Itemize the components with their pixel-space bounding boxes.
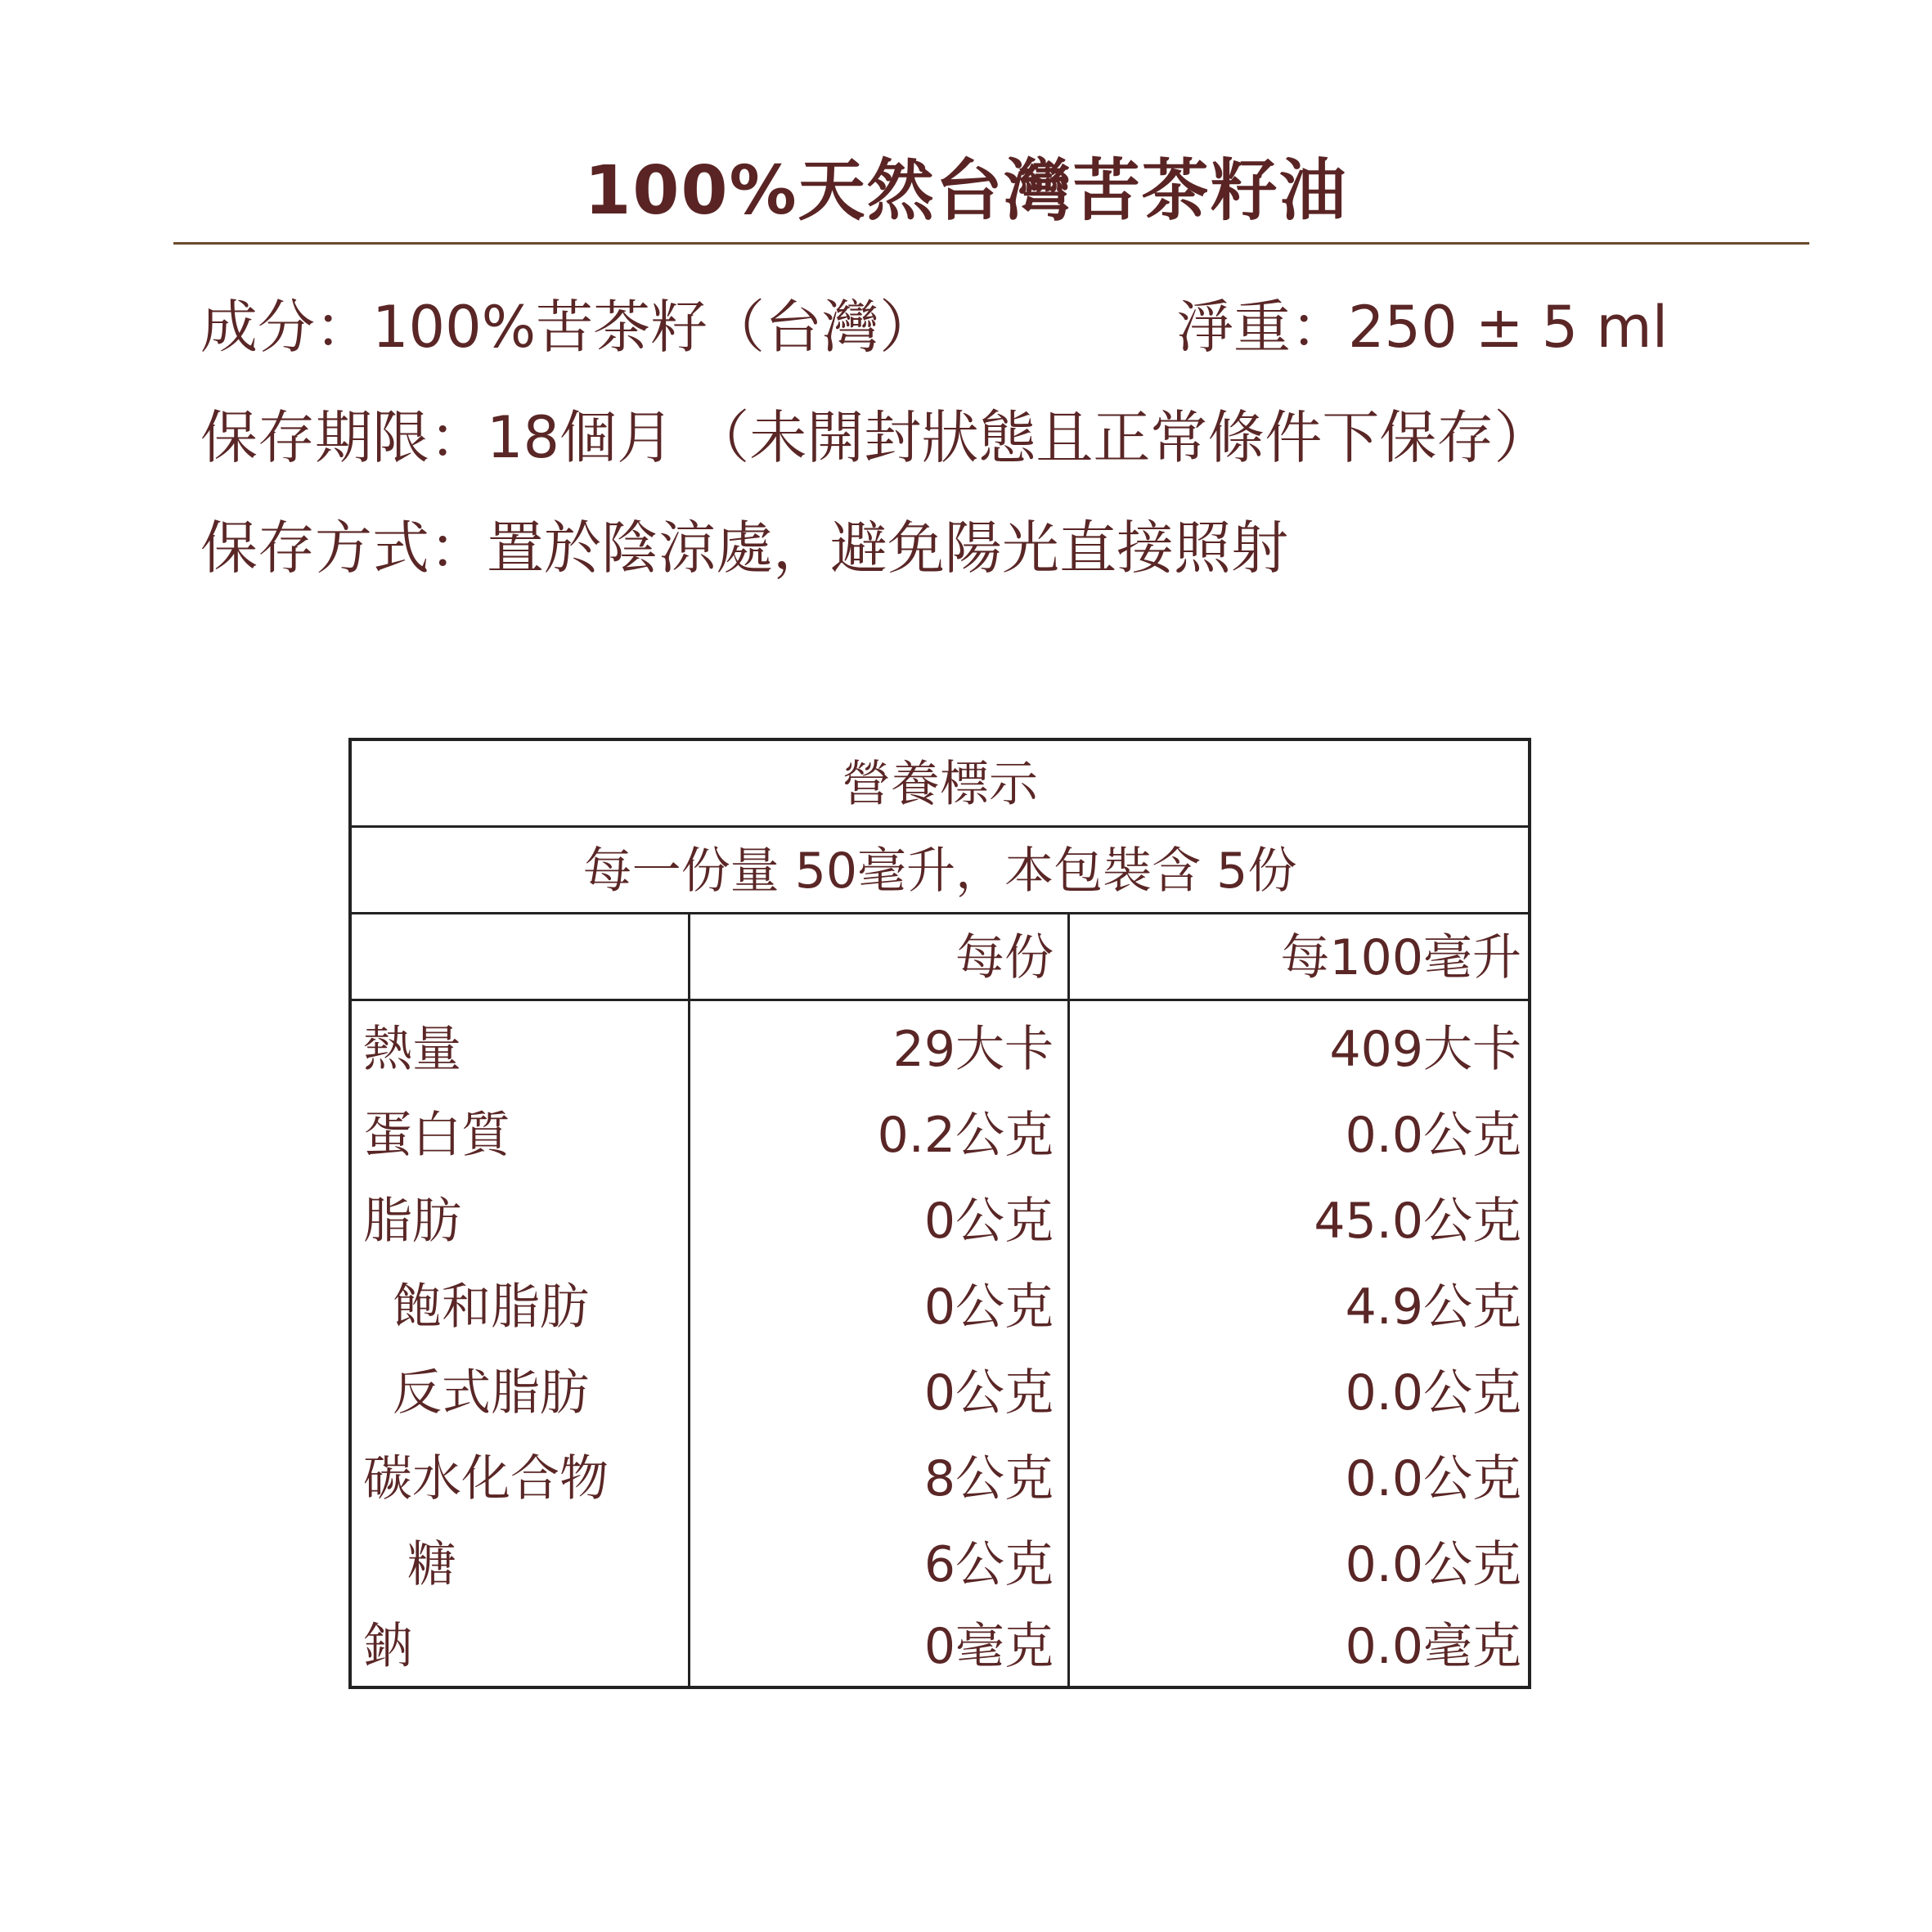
nutrient-name: 糖 — [407, 1536, 456, 1593]
nutrient-name: 蛋白質 — [363, 1107, 510, 1164]
nutrient-name: 鈉 — [363, 1618, 412, 1675]
per-100ml-value: 0.0公克 — [1345, 1450, 1521, 1507]
per-serving-value: 0公克 — [923, 1278, 1054, 1336]
per-100ml-value: 0.0公克 — [1345, 1536, 1521, 1593]
table-row — [352, 1604, 1528, 1690]
nutrient-name: 熱量 — [363, 1021, 461, 1078]
table-row — [352, 1093, 1528, 1179]
nutrient-name: 反式脂肪 — [393, 1364, 589, 1422]
column-header-per-serving: 每份 — [955, 929, 1054, 986]
per-serving-value: 0.2公克 — [877, 1107, 1054, 1164]
net-weight-text: 淨重：250 ± 5 ml — [1176, 294, 1669, 361]
table-row — [352, 1522, 1528, 1608]
table-row — [352, 1007, 1528, 1093]
per-100ml-value: 0.0毫克 — [1345, 1618, 1521, 1675]
per-serving-value: 0公克 — [923, 1364, 1054, 1422]
table-row — [352, 1179, 1528, 1265]
per-serving-value: 0毫克 — [923, 1618, 1054, 1675]
column-header-per-100ml: 每100毫升 — [1280, 929, 1521, 986]
title-divider — [173, 242, 1809, 245]
per-serving-value: 0公克 — [923, 1193, 1054, 1250]
table-row — [352, 1350, 1528, 1436]
page-title: 100%天然台灣苦茶籽油 — [584, 152, 1348, 230]
per-100ml-value: 0.0公克 — [1345, 1364, 1521, 1422]
storage-text: 保存方式：置於陰涼處，避免陽光直接照射 — [200, 514, 1288, 582]
nutrient-name: 碳水化合物 — [363, 1450, 609, 1507]
per-serving-value: 8公克 — [923, 1450, 1054, 1507]
ingredients-text: 成分：100%苦茶籽（台灣） — [200, 294, 937, 361]
nutrient-name: 飽和脂肪 — [393, 1278, 589, 1336]
per-100ml-value: 4.9公克 — [1345, 1278, 1521, 1336]
per-100ml-value: 0.0公克 — [1345, 1107, 1521, 1164]
table-row — [352, 1436, 1528, 1522]
column-headers — [352, 914, 1528, 1001]
shelf-life-text: 保存期限：18個月 （未開封狀態且正常條件下保存） — [200, 404, 1552, 471]
per-100ml-value: 45.0公克 — [1314, 1193, 1521, 1250]
nutrition-header: 營養標示 — [352, 741, 1528, 828]
serving-info: 每一份量 50毫升，本包裝含 5份 — [352, 828, 1528, 914]
nutrition-facts-table — [348, 738, 1531, 1689]
nutrient-name: 脂肪 — [363, 1193, 461, 1250]
per-serving-value: 6公克 — [923, 1536, 1054, 1593]
per-serving-value: 29大卡 — [892, 1021, 1054, 1078]
table-row — [352, 1265, 1528, 1350]
per-100ml-value: 409大卡 — [1329, 1021, 1521, 1078]
